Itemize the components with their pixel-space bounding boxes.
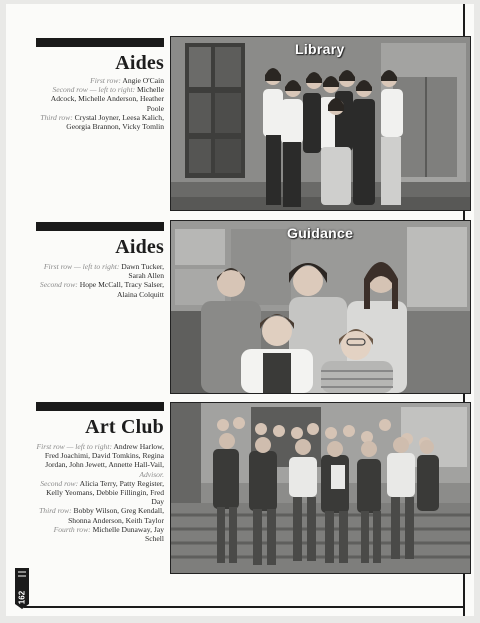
- library-aides-photo: [170, 36, 471, 211]
- caption-row-label: First row:: [90, 76, 121, 85]
- section-rule: [36, 222, 164, 231]
- yearbook-page: [6, 4, 474, 616]
- page-number: 162: [17, 590, 27, 605]
- photo-overlay-label: Guidance: [287, 225, 354, 241]
- caption-row-names: Angie O'Cain: [120, 76, 164, 85]
- art-club-section: [6, 396, 474, 586]
- section-title: Art Club: [85, 416, 164, 438]
- caption-row-names: Dawn Tucker, Sarah Allen: [119, 262, 164, 281]
- caption-row-label: Fourth row:: [53, 524, 91, 534]
- caption-row-label: First row — left to right:: [43, 262, 120, 271]
- caption-row-names: Alicia Terry, Patty Register, Kelly Yeomans, Debbie Fillingin, Fred Day: [46, 478, 164, 507]
- caption-row-label: Advisor.: [139, 469, 164, 479]
- guidance-aides-section: [6, 214, 474, 404]
- group-photo-image: [171, 221, 470, 393]
- photo-caption: [34, 442, 164, 543]
- caption-row-names: Michelle Adcock, Michelle Anderson, Heather Poole: [50, 85, 164, 113]
- page-border-bottom: [24, 606, 465, 608]
- section-title: Aides: [115, 236, 164, 258]
- caption-row-names: Michelle Dunaway, Jay Schell: [90, 524, 164, 544]
- caption-row-names: Hope McCall, Tracy Salser, Alaina Colquitt: [77, 280, 164, 299]
- caption-row-names: Bobby Wilson, Greg Kendall, Shonna Anderson, Keith Taylor: [68, 506, 164, 525]
- guidance-aides-photo: [170, 220, 471, 394]
- caption-row-label: First row — left to right:: [36, 442, 112, 451]
- photo-caption: [34, 262, 164, 299]
- caption-row-label: Second row — left to right:: [52, 85, 136, 95]
- section-rule: [36, 402, 164, 411]
- caption-row-label: Third row:: [39, 506, 72, 516]
- caption-row-label: Third row:: [40, 112, 73, 122]
- section-title: Aides: [115, 52, 164, 74]
- caption-row-label: Second row:: [40, 478, 79, 488]
- group-photo-image: [171, 403, 470, 573]
- photo-overlay-label: Library: [295, 41, 345, 57]
- caption-row-names: Andrew Harlow, Fred Joachimi, David Tomkins, Regina Jordan, John Jewett, Annette Hall-Vail,: [44, 442, 164, 470]
- photo-caption: [34, 76, 164, 131]
- library-aides-section: [6, 4, 474, 214]
- section-rule: [36, 38, 164, 47]
- page-number-tab: [12, 566, 32, 610]
- caption-row-label: Second row:: [39, 280, 78, 290]
- art-club-photo: [170, 402, 471, 574]
- group-photo-image: [171, 37, 470, 210]
- caption-row-names: Crystal Joyner, Leesa Kalich, Georgia Brannon, Vicky Tomlin: [66, 112, 164, 132]
